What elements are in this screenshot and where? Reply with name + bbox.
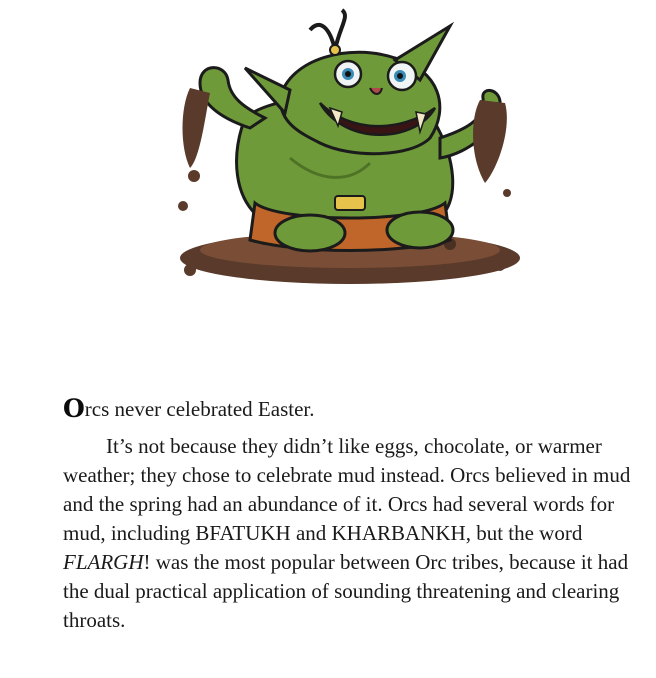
- paragraph-text-part2: ! was the most popular between Orc tribes, because it had the dual practical application of sounding threatening and clearing throats.: [63, 550, 629, 632]
- opening-line-text: rcs never celebrated Easter.: [84, 397, 315, 421]
- paragraph-text-part1: It’s not because they didn’t like eggs, chocolate, or warmer weather; they chose to celebrate mud instead. Orcs believed in mud and the spring had an abundance of it. Orcs had several words for mud, including BFATUKH and KHARBANKH, but the word: [63, 434, 631, 545]
- flargh-word: FLARGH: [63, 550, 144, 574]
- story-paragraph: [63, 432, 633, 635]
- drop-cap: O: [63, 394, 85, 423]
- opening-line: [63, 393, 633, 424]
- story-text: [63, 393, 633, 635]
- goblin-in-mud-illustration: [150, 8, 540, 298]
